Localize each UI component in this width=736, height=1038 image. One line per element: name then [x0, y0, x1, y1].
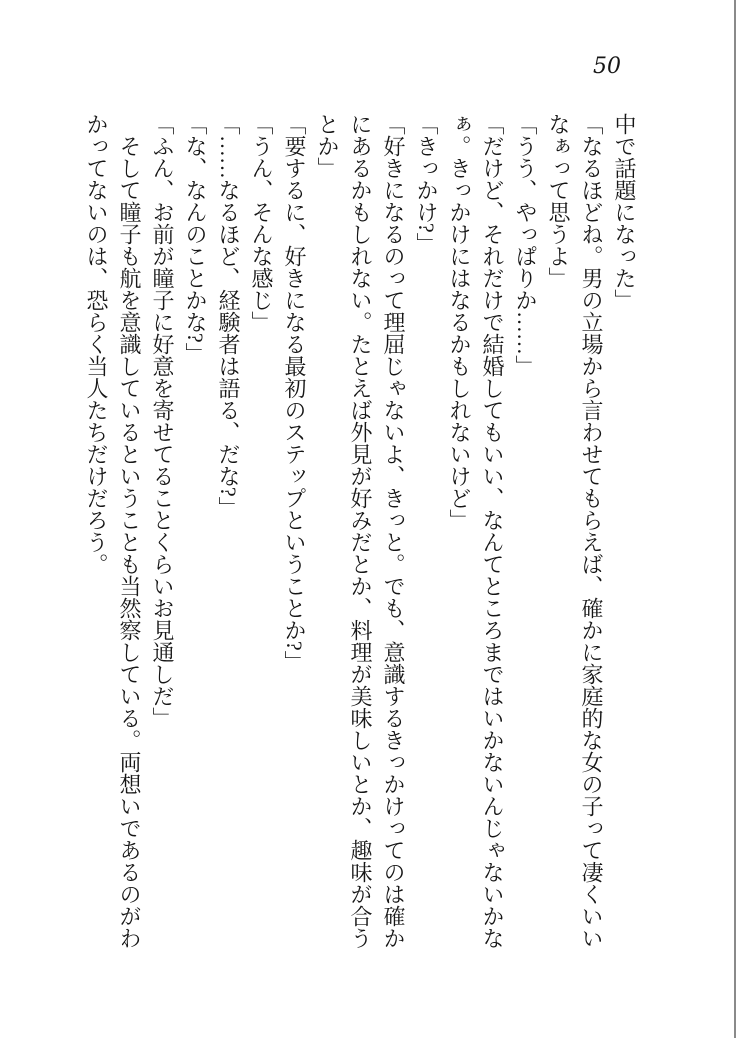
text-line: 「好きになるのって理屈じゃないよ、きっと。でも、意識するきっかけってのは確か: [381, 113, 406, 949]
text-line: 「な、なんのことかな?」: [183, 113, 208, 365]
text-line: なぁって思うよ」: [546, 113, 571, 289]
text-line: 「……なるほど、経験者は語る、だな?」: [216, 113, 241, 519]
text-line: 「うん、そんな感じ」: [249, 113, 274, 333]
text-line: 「だけど、それだけで結婚してもいい、なんてところまではいかないんじゃないかな: [480, 113, 505, 949]
text-line: 「うう、やっぱりか……」: [513, 113, 538, 377]
page-text: [80, 113, 641, 955]
text-line: ぁ。きっかけにはなるかもしれないけど」: [447, 113, 472, 531]
text-line: 中で話題になった」: [612, 113, 637, 311]
text-line: とか」: [315, 113, 340, 179]
text-line: 「きっかけ?」: [414, 113, 439, 255]
text-line: かってないのは、恐らく当人たちだけだろう。: [84, 113, 109, 575]
text-line: にあるかもしれない。たとえば外見が好みだとか、料理が美味しいとか、趣味が合う: [348, 113, 373, 949]
text-line: そして瞳子も航を意識しているということも当然察している。両想いであるのがわ: [117, 113, 142, 949]
page-number: 50: [593, 54, 621, 79]
text-line: 「ふん、お前が瞳子に好意を寄せてることくらいお見通しだ」: [150, 113, 175, 729]
text-line: 「要するに、好きになる最初のステップということか?」: [282, 113, 307, 673]
text-line: 「なるほどね。男の立場から言わせてもらえば、確かに家庭的な女の子って凄くいい: [579, 113, 604, 949]
